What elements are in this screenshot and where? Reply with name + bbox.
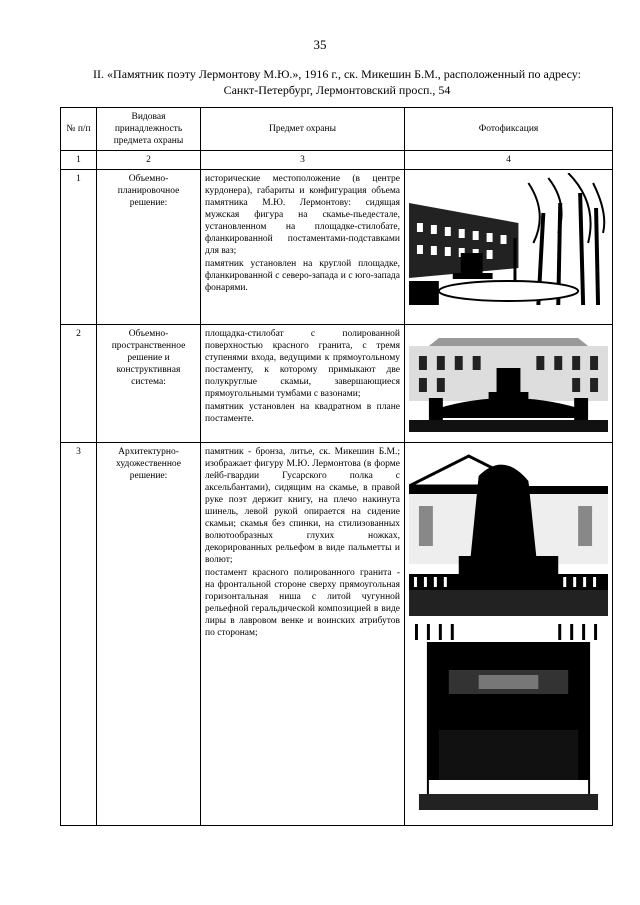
section-title-line-1: II. «Памятник поэту Лермонтову М.Ю.», 1916 г., ск. Микешин Б.М., расположенный по адресу:: [93, 67, 581, 81]
row-kind: Архитектурно-художественное решение:: [97, 443, 201, 826]
header-kind: Видовая принадлежность предмета охраны: [97, 108, 201, 151]
monument-courtyard-photo: [409, 173, 608, 305]
row-number: 3: [61, 443, 97, 826]
row-kind: Объемно-пространственное решение и конструктивная система:: [97, 325, 201, 443]
photo-image: [409, 328, 608, 432]
description-paragraph: исторические местоположение (в центре курдонера), габариты и конфигурация объема памятника М.Ю. Лермонтову: сидящая мужская фигура на скамье-пьедестале, установленном на площадке-стилобате, фланкированной постаментами-подставками для ваз;: [205, 174, 400, 256]
section-title: [62, 66, 612, 98]
photo-image: [409, 173, 608, 305]
heritage-table: [60, 107, 613, 826]
header-photo: Фотофиксация: [405, 108, 613, 151]
table-row: [61, 443, 613, 826]
section-title-line-2: Санкт-Петербург, Лермонтовский просп., 54: [223, 83, 451, 97]
header-subject: Предмет охраны: [201, 108, 405, 151]
column-number: 1: [61, 151, 97, 170]
monument-pedestal-photo: [409, 620, 608, 810]
description-paragraph: памятник - бронза, литье, ск. Микешин Б.М.; изображает фигуру М.Ю. Лермонтова (в форме лейб-гвардии Гусарского полка с аксельбантами), сидящим на скамье, в правой руке поэт держит книгу, на плечо накинута шинель, левой рукой опирается на сидение скамьи; скамья без спинки, на стилизованных волютообразных глухих ножках, декорированных рельефом в виде пальметты и волют;: [205, 447, 400, 565]
row-photo-cell: [405, 325, 613, 443]
table-row: [61, 325, 613, 443]
header-row: [61, 108, 613, 151]
row-number: 2: [61, 325, 97, 443]
page-number: 35: [313, 37, 327, 52]
row-number: 1: [61, 170, 97, 325]
header-no: № п/п: [61, 108, 97, 151]
monument-statue-photo: [409, 446, 608, 616]
row-photo-cell: [405, 170, 613, 325]
column-number: 3: [201, 151, 405, 170]
row-description: [201, 170, 405, 325]
row-kind: Объемно-планировочное решение:: [97, 170, 201, 325]
table-row: [61, 170, 613, 325]
description-paragraph: площадка-стилобат с полированной поверхностью красного гранита, с тремя ступенями входа, ведущими к прямоугольному постаменту, к которому примыкают две полукруглые скамьи, завершающиеся прямоугольными тумбами с вазонами;: [205, 329, 400, 399]
description-paragraph: постамент красного полированного гранита - на фронтальной стороне сверху прямоугольная горизонтальная ниша с литой чугунной рельефной геральдической композицией в виде лиры в лавровом венке и воинских атрибутов по сторонам;: [205, 568, 400, 638]
monument-front-photo: [409, 328, 608, 432]
description-paragraph: памятник установлен на круглой площадке, фланкированной с северо-запада и с юго-запада фонарями.: [205, 259, 400, 293]
photo-image: [409, 620, 608, 810]
column-number-row: [61, 151, 613, 170]
description-paragraph: памятник установлен на квадратном в плане постаменте.: [205, 402, 400, 424]
column-number: 4: [405, 151, 613, 170]
column-number: 2: [97, 151, 201, 170]
row-description: [201, 325, 405, 443]
row-description: [201, 443, 405, 826]
photo-image: [409, 446, 608, 616]
row-photo-cell: [405, 443, 613, 826]
